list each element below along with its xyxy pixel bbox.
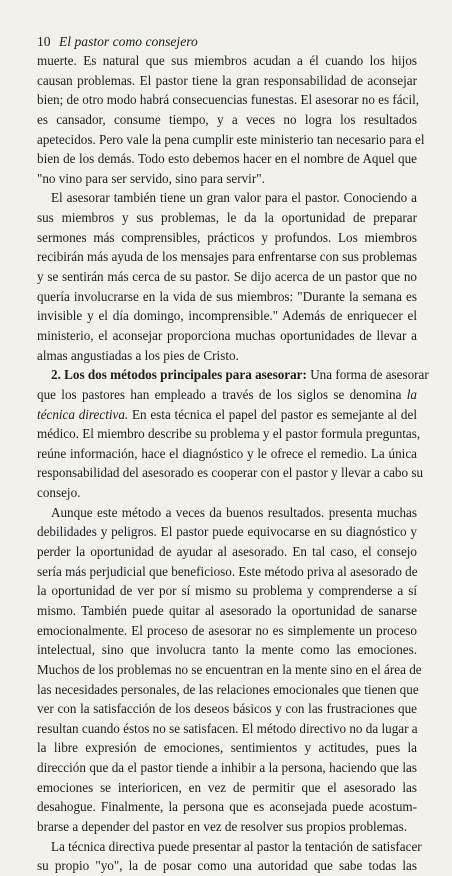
line-text: sería más perjudicial que beneficioso. Este método priva al asesorado de [37, 563, 418, 579]
line-text: la oportunidad de ver por sí mismo su problema y comprenderse a sí [37, 583, 417, 599]
text-line [37, 581, 417, 601]
text-line [37, 71, 417, 91]
line-text: causan problemas. El pastor tiene la gran responsabilidad de aconsejar [37, 72, 417, 88]
line-text: emocionalmente. El proceso de asesorar no es simplemente un proceso [37, 622, 417, 638]
line-text: ver con la satisfacción de los deseos básicos y con las frustraciones que [37, 701, 417, 717]
text-line [37, 680, 417, 700]
line-text: es cansador, consume tiempo, y a veces no logra los resultados [37, 111, 417, 127]
line-text: responsabilidad del asesorado es cooperar con el pastor y llevar a cabo su [37, 465, 424, 481]
line-text: Una forma de asesorar [310, 367, 429, 383]
text-line [37, 660, 422, 680]
line-text: reúne información, hace el diagnóstico y le ofrece el remedio. La única [37, 445, 417, 461]
body-text [37, 51, 429, 876]
line-text: sus miembros y sus problemas, le da la oportunidad de preparar [37, 210, 417, 226]
text-line [37, 228, 417, 248]
text-line [37, 817, 417, 837]
text-line [37, 169, 417, 189]
text-line [37, 837, 422, 857]
line-text: debilidades y peligros. El pastor puede equivocarse en su diagnóstico y [37, 524, 417, 540]
text-line [37, 306, 417, 326]
running-header [37, 34, 198, 50]
text-line [37, 110, 417, 130]
text-line [37, 90, 420, 110]
bold-heading: 2. Los dos métodos principales para asesorar: [51, 367, 307, 383]
text-line [37, 621, 417, 641]
text-line [37, 503, 417, 523]
text-line [37, 51, 417, 71]
text-line [37, 483, 417, 503]
line-text: y se sentirán más cerca de su pastor. Se dijo acerca de un pastor que no [37, 269, 417, 285]
line-text: emociones se interioricen, en vez de permitir que el asesorado las [37, 779, 417, 795]
text-line [37, 385, 417, 405]
line-text: quería involucrarse en la vida de sus miembros: "Durante la semana es [37, 288, 417, 304]
line-text: las necesidades personales, de las relaciones emocionales que tienen que [37, 681, 419, 697]
text-line [37, 326, 417, 346]
line-text: resultan cuando éstos no se satisfacen. El método directivo no da lugar a [37, 720, 418, 736]
line-text: sermones más comprensibles, prácticos y profundos. Los miembros [37, 229, 417, 245]
line-text: mismo. También puede quitar al asesorado la oportunidad de sanarse [37, 602, 417, 618]
text-line [37, 444, 417, 464]
line-text: intelectual, sino que involucra tanto la mente como las emociones. [37, 642, 417, 658]
text-line [37, 287, 417, 307]
text-line [37, 463, 424, 483]
text-line [37, 149, 417, 169]
line-text: recibirán más ayuda de los mensajes para enfrentarse con sus problemas [37, 249, 417, 265]
text-line [37, 247, 417, 267]
italic-term: técnica directiva. [37, 406, 129, 422]
text-line [37, 522, 417, 542]
line-text: su propio "yo", la de posar como una autoridad que sabe todas las [37, 858, 417, 874]
text-line [37, 267, 417, 287]
text-line [37, 640, 417, 660]
text-line [37, 719, 417, 739]
text-line [37, 856, 417, 876]
line-text: muerte. Es natural que sus miembros acudan a él cuando los hijos [37, 53, 417, 68]
line-text: ministerio, el aconsejar proporciona muchas oportunidades de llevar a [37, 327, 417, 343]
line-text: "no vino para ser servido, sino para servir". [37, 170, 265, 186]
text-line [37, 188, 417, 208]
italic-term: la [406, 386, 417, 402]
line-text: almas angustiadas a los pies de Cristo. [37, 347, 239, 363]
text-line [37, 365, 429, 385]
line-text: brarse a depender del pastor en vez de resolver sus propios problemas. [37, 818, 407, 834]
line-text: La técnica directiva puede presentar al pastor la tentación de satisfacer [51, 838, 422, 854]
text-line [37, 346, 417, 366]
text-line [37, 699, 417, 719]
text-line [37, 601, 417, 621]
line-text: desahogue. Finalmente, la persona que es aconsejada puede acostum- [37, 799, 417, 815]
line-text: En esta técnica el papel del pastor es semejante al del [131, 406, 417, 422]
line-text: apetecidos. Pero vale la pena cumplir este ministerio tan necesario para el [37, 131, 425, 147]
page-number: 10 [37, 34, 51, 49]
text-line [37, 424, 421, 444]
line-text: Aunque este método a veces da buenos resultados. presenta muchas [51, 504, 417, 520]
text-line [37, 542, 417, 562]
text-line [37, 130, 425, 150]
text-line [37, 738, 417, 758]
text-line [37, 405, 417, 425]
text-line [37, 758, 417, 778]
line-text: El asesorar también tiene un gran valor para el pastor. Conociendo a [51, 190, 417, 206]
line-text: dirección que da el pastor tiende a inhibir a la persona, haciendo que las [37, 760, 417, 776]
line-text: que los pastores han empleado a través de los siglos se denomina [37, 386, 407, 402]
line-text: la libre expresión de emociones, sentimientos y actitudes, pues la [37, 740, 417, 756]
line-text: Muchos de los problemas no se encuentran en la mente sino en el área de [37, 661, 422, 677]
text-line [37, 562, 417, 582]
line-text: bien; de otro modo habrá consecuencias funestas. El asesorar no es fácil, [37, 92, 420, 108]
line-text: invisible y el día domingo, incomprensible." Además de enriquecer el [37, 308, 417, 324]
text-line [37, 797, 417, 817]
line-text: bien de los demás. Todo esto debemos hacer en el nombre de Aquel que [37, 151, 417, 167]
line-text: perder la oportunidad de ayudar al asesorado. En tal caso, el consejo [37, 544, 417, 560]
text-line [37, 208, 417, 228]
line-text: consejo. [37, 485, 81, 501]
text-line [37, 778, 417, 798]
running-title: El pastor como consejero [59, 34, 198, 49]
line-text: médico. El miembro describe su problema y el pastor formula preguntas, [37, 426, 421, 442]
